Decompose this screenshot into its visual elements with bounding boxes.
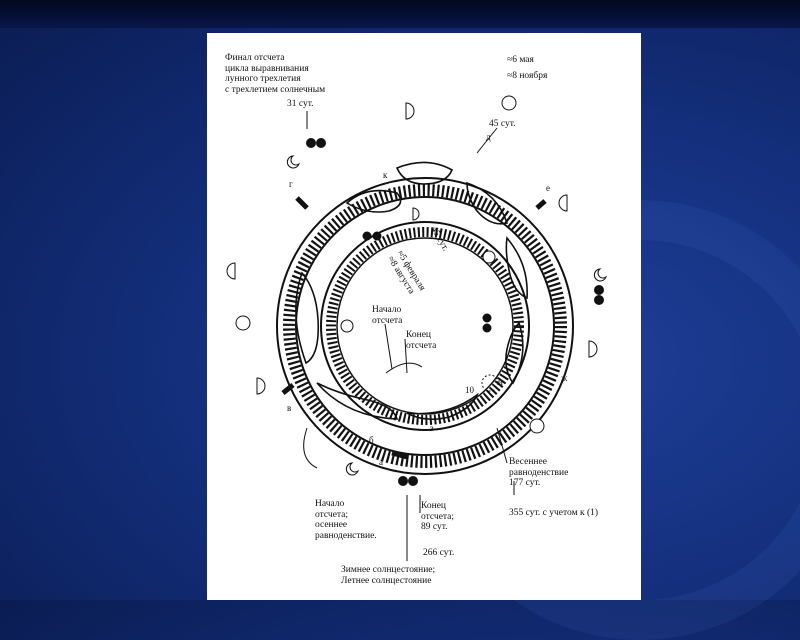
animal-figure-top-right [467,183,507,224]
new-moon-icon [595,286,604,295]
letter-b: б [369,435,374,445]
label-end: Конец отсчета [406,330,437,351]
label-45-days-inner: 45 сут. [428,225,451,253]
segment-mark-e [537,201,545,208]
new-moon-icon [373,232,381,240]
letter-e: е [546,183,550,193]
label-feb-aug: ≈5 февраля ≈8 августа [385,249,428,296]
label-autumn-equinox: Начало отсчета; осеннее равноденствие. [315,499,377,541]
new-moon-icon [317,139,326,148]
segment-mark-g [297,198,307,208]
arc-arrow-left [304,428,317,468]
label-solstice: Зимнее солнцестояние; Летнее солнцестояние [341,565,436,586]
letter-d: д [486,132,491,142]
label-november: ≈8 ноября [507,71,548,81]
letter-z: з [430,423,434,433]
new-moon-icon [483,314,491,322]
top-dark-stripe [0,0,800,28]
new-moon-icon [399,477,408,486]
half-moon-icon [257,378,265,394]
crescent-moon-icon [594,269,606,281]
new-moon-icon [307,139,316,148]
letter-k: к [383,170,388,180]
animal-figure-top [397,162,452,184]
label-355-days: 355 сут. с учетом к (1) [509,508,599,518]
label-end-89: Конец отсчета; 89 сут. [421,501,455,532]
letter-v: в [287,403,292,413]
crescent-moon-icon [346,463,358,475]
full-moon-icon [341,320,353,332]
pointer-start [385,324,392,369]
label-spring-equinox: Весеннее равноденствие 177 сут. [509,457,569,488]
new-moon-icon [483,324,491,332]
label-final-count: Финал отсчета цикла выравнивания лунного трехлетия с трехлетием солнечным [225,53,326,95]
full-moon-icon [483,251,495,263]
label-266-days: 266 сут. [423,548,455,558]
letter-i: и [498,377,503,387]
label-45-days-outer: 45 сут. [489,119,516,129]
new-moon-icon [409,477,418,486]
letter-a: а [379,457,383,467]
half-moon-icon [413,208,419,220]
label-may: ≈6 мая [507,55,534,65]
label-final-days: 31 сут. [287,99,314,109]
new-moon-icon [595,296,604,305]
full-moon-icon [530,419,544,433]
diagram-card [207,33,641,600]
label-start: Начало отсчета [372,305,403,326]
half-moon-icon [406,103,414,119]
letter-zh: ж [561,373,568,383]
half-moon-icon [227,263,235,279]
half-moon-icon [589,341,597,357]
full-moon-icon [236,316,250,330]
number-10: 10 [465,385,474,395]
letter-g: г [289,179,293,189]
crescent-moon-icon [287,156,299,168]
half-moon-icon [559,195,567,211]
animal-figure-left [296,273,318,363]
full-moon-icon [502,96,516,110]
new-moon-icon [363,232,371,240]
